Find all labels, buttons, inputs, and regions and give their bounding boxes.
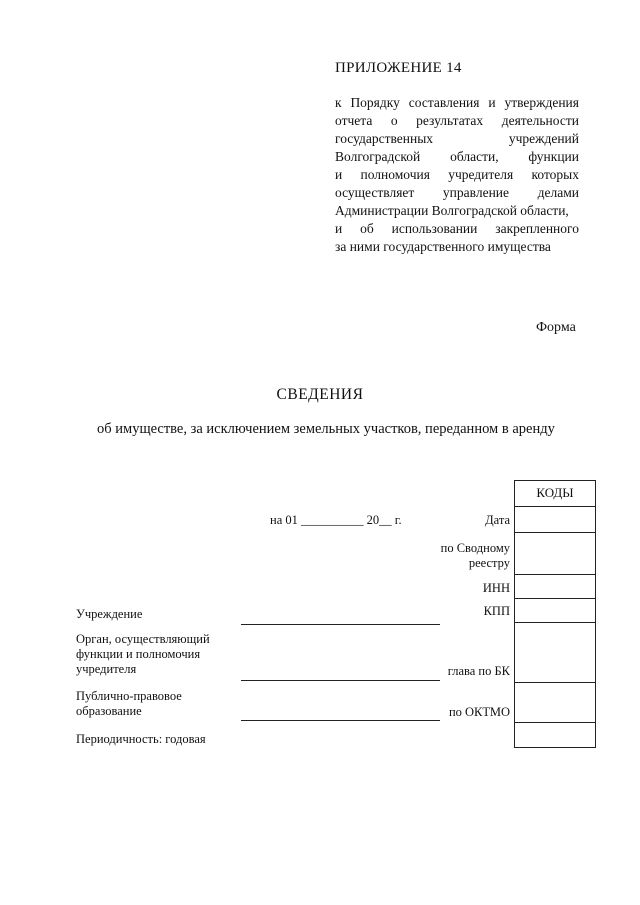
appendix-line: к Порядку составления и утверждения: [335, 95, 579, 110]
appendix-title: ПРИЛОЖЕНИЕ 14: [335, 60, 462, 76]
field-institution-line[interactable]: [241, 624, 440, 625]
appendix-line: и полномочия учредителя которых: [335, 167, 579, 182]
label-inn: ИНН: [482, 581, 510, 595]
appendix-line: отчета о результатах деятельности: [335, 113, 579, 128]
appendix-text: [335, 94, 579, 256]
code-cell-oktmo[interactable]: [515, 683, 595, 723]
label-registry-2: реестру: [468, 556, 510, 570]
appendix-line: государственных учреждений: [335, 131, 579, 146]
label-bk: глава по БК: [447, 664, 510, 678]
code-cell-registry[interactable]: [515, 533, 595, 575]
field-public-entity-line[interactable]: [241, 720, 440, 721]
field-public-entity-label: Публично-правовое образование: [76, 689, 182, 718]
field-periodicity-label: Периодичность: годовая: [76, 732, 206, 746]
appendix-line: Волгоградской области, функции: [335, 149, 579, 164]
codes-table: [514, 480, 596, 748]
field-institution-label: Учреждение: [76, 607, 143, 621]
label-registry-1: по Сводному: [440, 541, 510, 555]
code-cell-date[interactable]: [515, 507, 595, 533]
code-cell-bk[interactable]: [515, 623, 595, 683]
label-date: Дата: [485, 513, 510, 527]
codes-header: КОДЫ: [515, 481, 595, 507]
report-date-line[interactable]: на 01 __________ 20__ г.: [270, 513, 402, 527]
appendix-line: Администрации Волгоградской области,: [335, 203, 569, 218]
field-founder-label: Орган, осуществляющий функции и полномочия учредителя: [76, 632, 210, 676]
label-kpp: КПП: [483, 604, 510, 618]
code-cell-periodicity[interactable]: [515, 723, 595, 747]
document-subtitle: об имуществе, за исключением земельных участков, переданном в аренду: [97, 421, 555, 437]
code-cell-kpp[interactable]: [515, 599, 595, 623]
code-cell-inn[interactable]: [515, 575, 595, 599]
appendix-line: за ними государственного имущества: [335, 239, 551, 254]
field-founder-line[interactable]: [241, 680, 440, 681]
label-oktmo: по ОКТМО: [448, 705, 510, 719]
form-label: Форма: [536, 320, 576, 335]
appendix-line: и об использовании закрепленного: [335, 221, 579, 236]
document-title: СВЕДЕНИЯ: [276, 386, 364, 403]
appendix-line: осуществляет управление делами: [335, 185, 579, 200]
